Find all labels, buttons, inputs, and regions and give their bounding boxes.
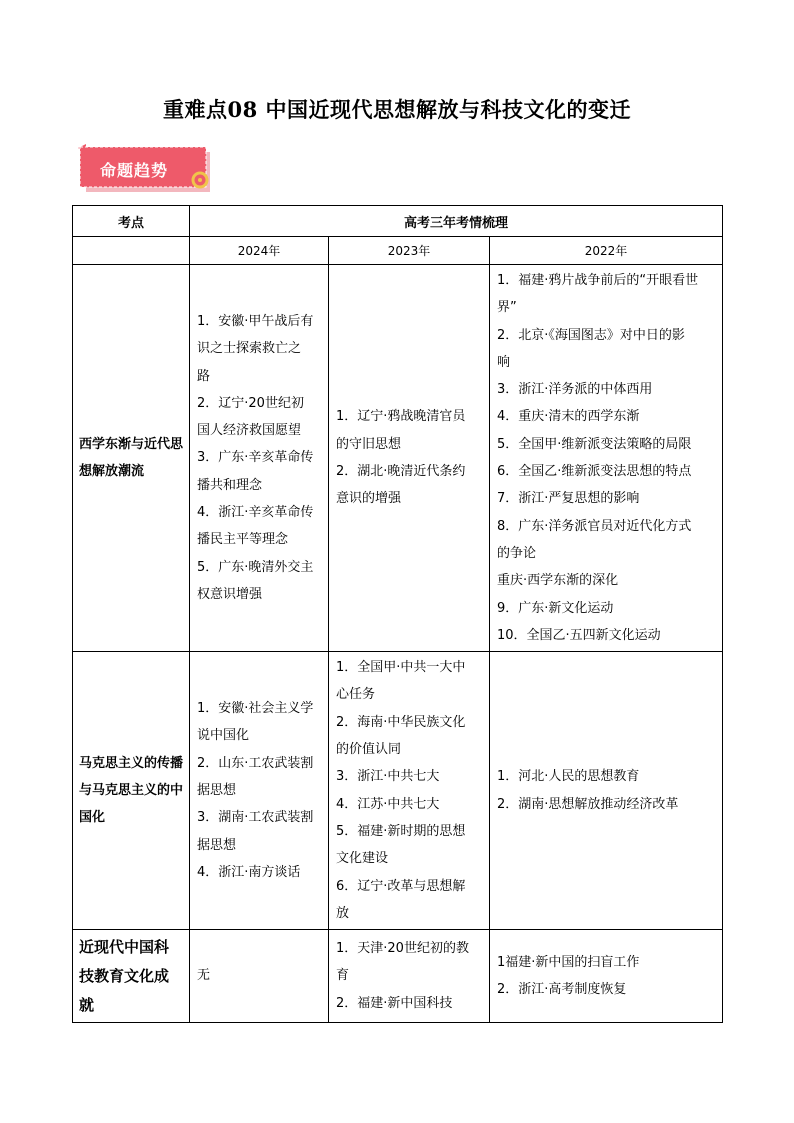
topic-cell: 马克思主义的传播与马克思主义的中国化 (73, 652, 190, 930)
list-item: 2．北京·《海国图志》对中日的影 (497, 327, 685, 343)
list-item: 2．辽宁·20世纪初 (197, 395, 304, 411)
list-item: 1．辽宁·鸦战晚清官员 (336, 409, 466, 425)
list-item: 1福建·新中国的扫盲工作 (497, 954, 640, 970)
list-item: 2．湖北·晚清近代条约 (336, 464, 466, 480)
list-item: 的争论 (497, 545, 537, 561)
list-item: 说中国化 (197, 728, 250, 744)
list-item: 权意识增强 (197, 586, 263, 602)
list-item: 2．浙江·高考制度恢复 (497, 982, 627, 998)
list-item: 意识的增强 (336, 491, 402, 507)
list-item: 的价值认同 (336, 742, 402, 758)
list-item: 放 (336, 905, 350, 921)
list-item: 据思想 (197, 837, 237, 853)
table-row (73, 265, 723, 652)
header-empty (73, 237, 190, 265)
cell-2023 (329, 930, 490, 1023)
list-item: 重庆·西学东渐的深化 (497, 573, 619, 589)
list-item: 4．浙江·辛亥革命传 (197, 505, 314, 521)
list-item: 10．全国乙·五四新文化运动 (497, 627, 661, 643)
list-item: 1．全国甲·中共一大中 (336, 660, 466, 676)
list-item: 文化建设 (336, 851, 389, 867)
list-item: 1．安徽·社会主义学 (197, 701, 314, 717)
list-item: 2．湖南·思想解放推动经济改革 (497, 796, 679, 812)
list-item: 3．湖南·工农武装割 (197, 810, 314, 826)
list-item: 国人经济救国愿望 (197, 423, 302, 439)
topic-cell: 近现代中国科技教育文化成就 (73, 930, 190, 1023)
cell-2023 (329, 265, 490, 652)
year-2024: 2024年 (190, 237, 329, 265)
list-item: 播民主平等理念 (197, 532, 289, 548)
year-2023: 2023年 (329, 237, 490, 265)
section-badge (76, 144, 216, 200)
list-item: 6．全国乙·维新派变法思想的特点 (497, 464, 692, 480)
cell-2022 (490, 930, 723, 1023)
list-item: 1．河北·人民的思想教育 (497, 769, 640, 785)
list-item: 4．浙江·南方谈话 (197, 864, 301, 880)
page-title: 重难点08 中国近现代思想解放与科技文化的变迁 (162, 97, 632, 122)
list-item: 据思想 (197, 782, 237, 798)
list-item: 3．广东·辛亥革命传 (197, 450, 314, 466)
list-item: 5．全国甲·维新派变法策略的局限 (497, 436, 692, 452)
list-item: 5．福建·新时期的思想 (336, 823, 466, 839)
list-item: 7．浙江·严复思想的影响 (497, 491, 640, 507)
header-topic: 考点 (73, 206, 190, 237)
list-item: 育 (336, 968, 350, 984)
list-item: 路 (197, 368, 211, 384)
list-item: 无 (197, 968, 211, 984)
list-item: 心任务 (336, 687, 376, 703)
list-item: 9．广东·新文化运动 (497, 600, 614, 616)
list-item: 3．浙江·洋务派的中体西用 (497, 382, 653, 398)
cell-2022 (490, 265, 723, 652)
cell-2022 (490, 652, 723, 930)
list-item: 2．福建·新中国科技 (336, 995, 453, 1011)
cell-2024 (190, 930, 329, 1023)
list-item: 4．江苏·中共七大 (336, 796, 440, 812)
list-item: 界” (497, 300, 517, 316)
table-row (73, 652, 723, 930)
list-item: 3．浙江·中共七大 (336, 769, 440, 785)
exam-trend-table (72, 205, 723, 1023)
list-item: 的守旧思想 (336, 436, 402, 452)
list-item: 8．广东·洋务派官员对近代化方式 (497, 518, 692, 534)
list-item: 5．广东·晚清外交主 (197, 559, 314, 575)
year-2022: 2022年 (490, 237, 723, 265)
table-row (73, 930, 723, 1023)
list-item: 响 (497, 354, 511, 370)
list-item: 4．重庆·清末的西学东渐 (497, 409, 640, 425)
list-item: 2．海南·中华民族文化 (336, 714, 466, 730)
list-item: 6．辽宁·改革与思想解 (336, 878, 466, 894)
badge-label: 命题趋势 (100, 161, 169, 180)
topic-cell: 西学东渐与近代思想解放潮流 (73, 265, 190, 652)
list-item: 识之士探索救亡之 (197, 341, 302, 357)
cell-2023 (329, 652, 490, 930)
header-review: 高考三年考情梳理 (190, 206, 723, 237)
list-item: 1．天津·20世纪初的教 (336, 941, 469, 957)
list-item: 1．福建·鸦片战争前后的“开眼看世 (497, 273, 699, 288)
list-item: 2．山东·工农武装割 (197, 755, 314, 771)
cell-2024 (190, 265, 329, 652)
list-item: 1．安徽·甲午战后有 (197, 313, 314, 329)
cell-2024 (190, 652, 329, 930)
list-item: 播共和理念 (197, 477, 263, 493)
